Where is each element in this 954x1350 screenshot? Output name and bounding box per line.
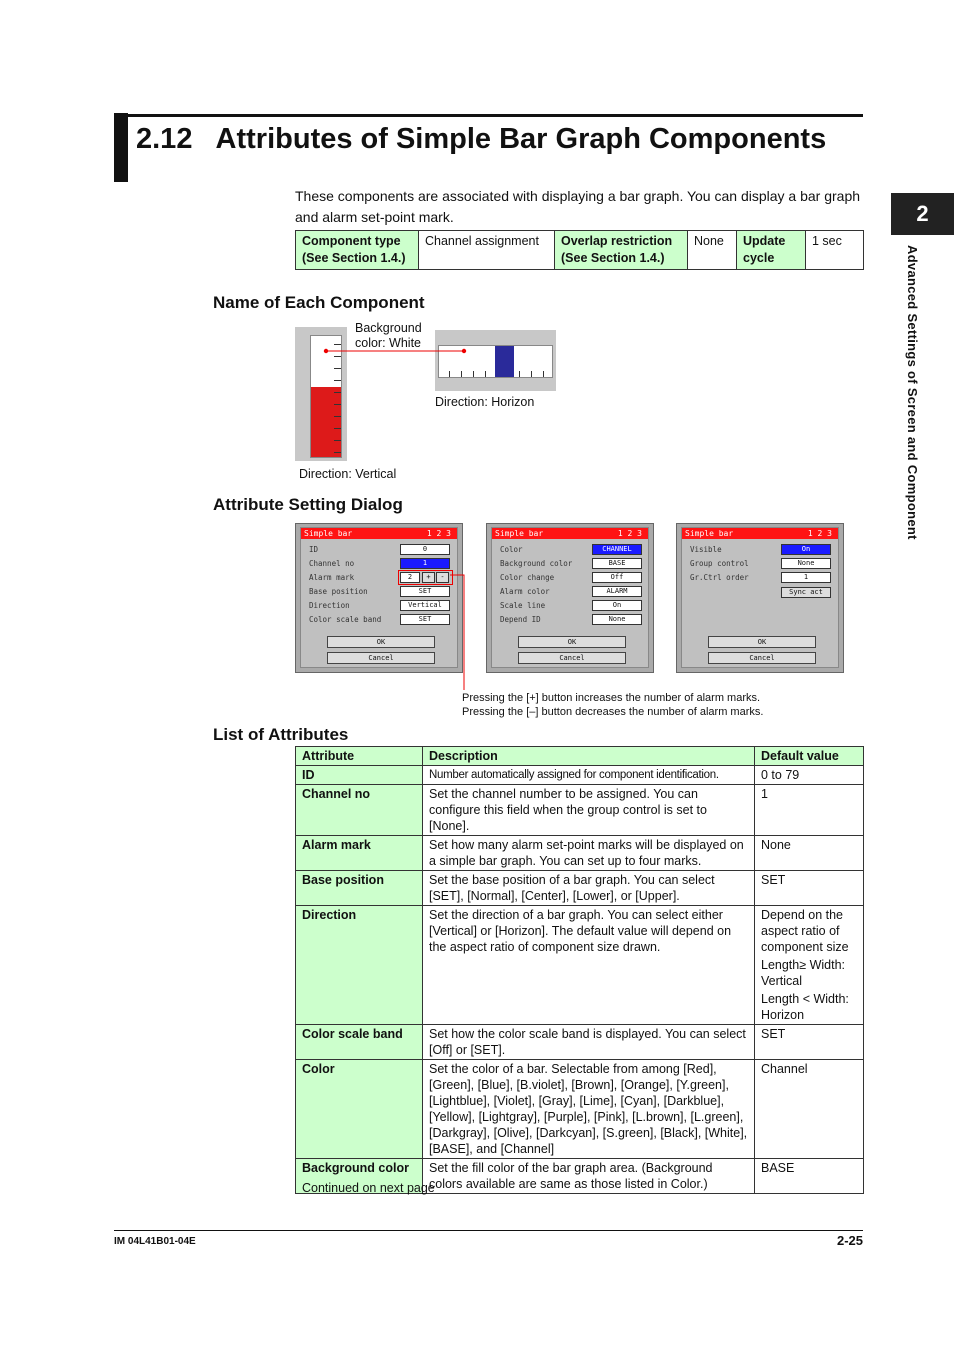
default-cell: None <box>755 836 864 871</box>
cancel-button[interactable]: Cancel <box>327 652 435 664</box>
direction-vertical-label: Direction: Vertical <box>299 467 397 481</box>
header-rule <box>114 114 863 117</box>
default-cell: Channel <box>755 1060 864 1159</box>
field-id[interactable]: 0 <box>400 544 450 555</box>
update-value: 1 sec <box>806 231 864 270</box>
dialog-title-bar: Simple bar 1 2 3 <box>682 528 838 539</box>
field-channel-no[interactable]: 1 <box>400 558 450 569</box>
alarm-mark-plus-button[interactable]: + <box>422 572 435 583</box>
attribute-cell: Background color <box>296 1159 423 1194</box>
ok-button[interactable]: OK <box>518 636 626 648</box>
field-background-color[interactable]: BASE <box>592 558 642 569</box>
table-row <box>296 1060 864 1159</box>
field-label-background-color: Background color <box>500 559 573 568</box>
component-type-value: Channel assignment <box>419 231 555 270</box>
field-label-alarm-color: Alarm color <box>500 587 550 596</box>
section-heading-dialog: Attribute Setting Dialog <box>213 495 403 514</box>
dialog-page-2 <box>486 523 654 673</box>
table-row <box>296 836 864 871</box>
attribute-cell: Base position <box>296 871 423 906</box>
dialog-page-3 <box>676 523 844 673</box>
section-heading-names: Name of Each Component <box>213 293 425 312</box>
attribute-cell: Color <box>296 1060 423 1159</box>
table-header-row <box>296 747 864 766</box>
description-cell: Set how the color scale band is displayed. You can select [Off] or [SET]. <box>423 1025 755 1060</box>
column-header: Attribute <box>296 747 423 766</box>
table-row <box>296 1025 864 1060</box>
page-title: 2.12 Attributes of Simple Bar Graph Components <box>136 123 827 155</box>
field-color-change[interactable]: Off <box>592 572 642 583</box>
info-table <box>295 230 864 270</box>
ok-button[interactable]: OK <box>708 636 816 648</box>
field-label-color-scale-band: Color scale band <box>309 615 382 624</box>
overlap-value: None <box>688 231 737 270</box>
default-cell: Depend on the aspect ratio of component size Length≥ Width: Vertical Length < Width: Horizon <box>755 906 864 1025</box>
dialog-title-bar: Simple bar 1 2 3 <box>301 528 457 539</box>
attribute-cell: Alarm mark <box>296 836 423 871</box>
field-color[interactable]: CHANNEL <box>592 544 642 555</box>
overlap-label: Overlap restriction (See Section 1.4.) <box>555 231 688 270</box>
table-row <box>296 785 864 836</box>
description-cell: Set the fill color of the bar graph area. (Background colors available are same as those listed in Color.) <box>423 1159 755 1194</box>
dialog-title-bar: Simple bar 1 2 3 <box>492 528 648 539</box>
chapter-side-text: Advanced Settings of Screen and Component <box>905 245 920 540</box>
field-label-channel-no: Channel no <box>309 559 355 568</box>
field-label-depend-id: Depend ID <box>500 615 541 624</box>
field-label-id: ID <box>309 545 319 554</box>
description-cell: Number automatically assigned for component identification. <box>423 766 755 785</box>
field-label-gr-ctrl-order: Gr.Ctrl order <box>690 573 749 582</box>
attributes-table <box>295 746 864 1194</box>
dialog-page-1 <box>295 523 463 673</box>
component-type-label: Component type (See Section 1.4.) <box>296 231 419 270</box>
attribute-cell: Channel no <box>296 785 423 836</box>
field-label-visible: Visible <box>690 545 722 554</box>
intro-text: These components are associated with displaying a bar graph. You can display a bar graph and alarm set-point mark. <box>295 188 861 225</box>
table-row <box>296 766 864 785</box>
field-label-base-position: Base position <box>309 587 368 596</box>
field-group-control[interactable]: None <box>781 558 831 569</box>
column-header: Description <box>423 747 755 766</box>
doc-id: IM 04L41B01-04E <box>114 1236 196 1247</box>
horizontal-bar-fill <box>495 346 514 377</box>
vertical-bar-fill <box>311 387 341 457</box>
field-color-scale-band[interactable]: SET <box>400 614 450 625</box>
field-scale-line[interactable]: On <box>592 600 642 611</box>
alarm-mark-callout-line <box>448 574 468 692</box>
attribute-cell: Direction <box>296 906 423 1025</box>
description-cell: Set the color of a bar. Selectable from among [Red], [Green], [Blue], [B.violet], [Brown], [Orange], [Y.green], [Lightblue], [Violet], [Gray], [Lime], [Cyan], [Darkblue], [Yellow], [Lightgray], [Purple], [Pink], [L.brown], [L.green], [Darkgray], [Olive], [Darkcyan], [S.green], [Black], [White], [BASE], and [Channel] <box>423 1060 755 1159</box>
footer-rule <box>114 1230 863 1231</box>
field-base-position[interactable]: SET <box>400 586 450 597</box>
field-alarm-mark[interactable]: 2 <box>400 572 420 583</box>
default-cell: BASE <box>755 1159 864 1194</box>
description-cell: Set the direction of a bar graph. You can select either [Vertical] or [Horizon]. The default value will depend on the aspect ratio of component size drawn. <box>423 906 755 1025</box>
continued-note: Continued on next page <box>302 1181 435 1195</box>
horizontal-bar-figure <box>435 330 556 391</box>
table-row <box>296 871 864 906</box>
column-header: Default value <box>755 747 864 766</box>
field-label-scale-line: Scale line <box>500 601 546 610</box>
default-cell: SET <box>755 1025 864 1060</box>
table-row <box>296 906 864 1025</box>
alarm-mark-note: Pressing the [+] button increases the number of alarm marks. Pressing the [–] button decreases the number of alarm marks. <box>462 692 764 718</box>
page-number: 2-25 <box>836 1233 863 1248</box>
default-cell: 0 to 79 <box>755 766 864 785</box>
attribute-cell: ID <box>296 766 423 785</box>
alarm-mark-highlight <box>398 570 453 585</box>
description-cell: Set the base position of a bar graph. You can select [SET], [Normal], [Center], [Lower], or [Upper]. <box>423 871 755 906</box>
description-cell: Set how many alarm set-point marks will be displayed on a simple bar graph. You can set up to four marks. <box>423 836 755 871</box>
sync-act-button[interactable]: Sync act <box>781 587 831 598</box>
field-direction[interactable]: Vertical <box>400 600 450 611</box>
background-label: Background color: White <box>355 321 422 350</box>
ok-button[interactable]: OK <box>327 636 435 648</box>
chapter-tab: 2 <box>891 193 954 235</box>
field-gr-ctrl-order[interactable]: 1 <box>781 572 831 583</box>
field-label-color: Color <box>500 545 523 554</box>
cancel-button[interactable]: Cancel <box>518 652 626 664</box>
field-alarm-color[interactable]: ALARM <box>592 586 642 597</box>
field-label-group-control: Group control <box>690 559 749 568</box>
field-depend-id[interactable]: None <box>592 614 642 625</box>
field-visible[interactable]: On <box>781 544 831 555</box>
default-cell: 1 <box>755 785 864 836</box>
description-cell: Set the channel number to be assigned. You can configure this field when the group control is set to [None]. <box>423 785 755 836</box>
cancel-button[interactable]: Cancel <box>708 652 816 664</box>
header-bar <box>114 113 128 182</box>
update-label: Update cycle <box>737 231 806 270</box>
alarm-mark-minus-button[interactable]: - <box>436 572 449 583</box>
default-cell: SET <box>755 871 864 906</box>
field-label-direction: Direction <box>309 601 350 610</box>
section-heading-list: List of Attributes <box>213 725 349 744</box>
field-label-color-change: Color change <box>500 573 555 582</box>
direction-horizon-label: Direction: Horizon <box>435 395 535 409</box>
attribute-cell: Color scale band <box>296 1025 423 1060</box>
field-label-alarm-mark: Alarm mark <box>309 573 355 582</box>
